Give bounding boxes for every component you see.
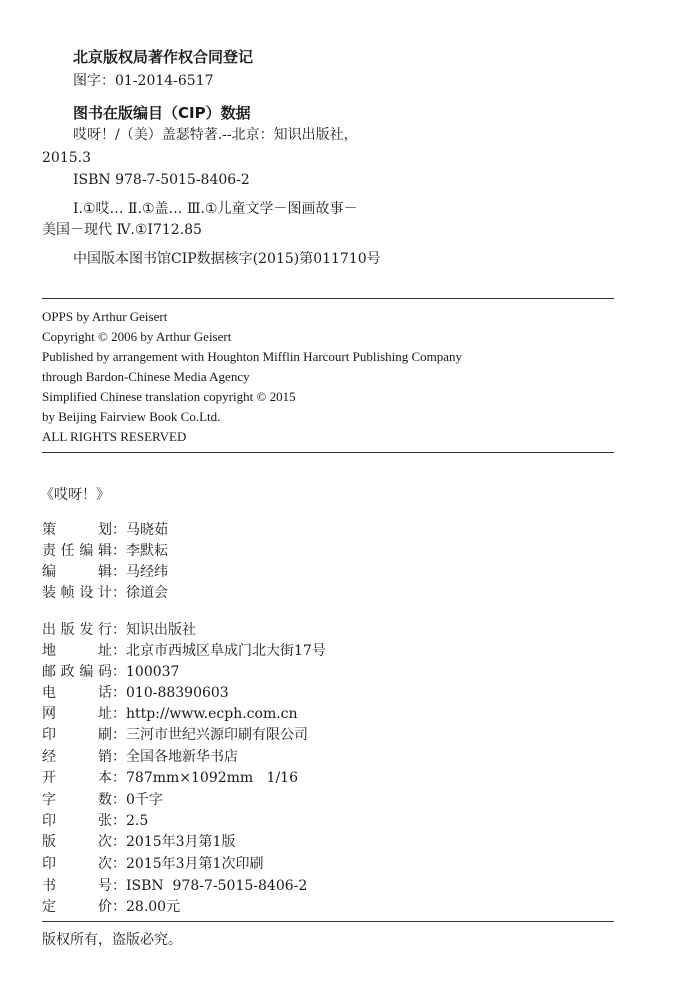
pub-value: 787mm×1092mm 1/16 bbox=[126, 770, 298, 786]
cip-classification-1: Ⅰ.①哎… Ⅱ.①盖… Ⅲ.①儿童文学－图画故事－ bbox=[73, 201, 358, 217]
pub-value: 全国各地新华书店 bbox=[126, 749, 238, 765]
colon: ： bbox=[112, 856, 126, 872]
pub-value: 28.00元 bbox=[126, 899, 181, 915]
copyright-line: by Beijing Fairview Book Co.Ltd. bbox=[42, 409, 221, 424]
pub-value: 北京市西城区阜成门北大街17号 bbox=[126, 643, 326, 659]
credit-value: 马晓茹 bbox=[126, 522, 168, 538]
pub-row bbox=[42, 728, 308, 742]
colon: ： bbox=[112, 664, 126, 680]
pub-label: 定价 bbox=[42, 899, 112, 915]
pub-row bbox=[42, 793, 163, 807]
credit-label: 策划 bbox=[42, 522, 112, 538]
pub-row bbox=[42, 686, 229, 700]
pub-value: 2.5 bbox=[126, 813, 149, 829]
pub-label: 字数 bbox=[42, 792, 112, 808]
colon: ： bbox=[112, 878, 126, 894]
copyright-line: through Bardon-Chinese Media Agency bbox=[42, 369, 250, 384]
colon: ： bbox=[112, 813, 126, 829]
pub-row bbox=[42, 644, 326, 658]
copyright-line: ALL RIGHTS RESERVED bbox=[42, 429, 187, 444]
pub-row bbox=[42, 771, 298, 785]
pub-label: 书号 bbox=[42, 878, 112, 894]
copyright-line: Published by arrangement with Houghton Mifflin Harcourt Publishing Company bbox=[42, 349, 463, 364]
credit-value: 李默耘 bbox=[126, 543, 168, 559]
colon: ： bbox=[112, 622, 126, 638]
cip-isbn: ISBN 978-7-5015-8406-2 bbox=[73, 172, 250, 188]
registration-title: 北京版权局著作权合同登记 bbox=[73, 48, 254, 66]
pub-row bbox=[42, 879, 307, 893]
divider-top bbox=[42, 298, 614, 299]
pub-row bbox=[42, 623, 196, 637]
colon: ： bbox=[112, 792, 126, 808]
divider-middle bbox=[42, 452, 614, 453]
pub-row bbox=[42, 707, 298, 721]
credit-value: 徐道会 bbox=[126, 585, 168, 601]
credit-row bbox=[42, 586, 168, 600]
credit-value: 马经纬 bbox=[126, 564, 168, 580]
book-title: 《哎呀！》 bbox=[40, 487, 110, 503]
colon: ： bbox=[112, 564, 126, 580]
pub-label: 经销 bbox=[42, 749, 112, 765]
colon: ： bbox=[112, 585, 126, 601]
colon: ： bbox=[112, 727, 126, 743]
pub-label: 印次 bbox=[42, 856, 112, 872]
colon: ： bbox=[112, 643, 126, 659]
pub-row bbox=[42, 814, 148, 828]
pub-row bbox=[42, 835, 235, 849]
credit-row bbox=[42, 523, 168, 537]
pub-value: 010-88390603 bbox=[126, 685, 229, 701]
cip-record-number: 中国版本图书馆CIP数据核字(2015)第011710号 bbox=[73, 251, 381, 267]
colon: ： bbox=[112, 770, 126, 786]
copyright-line: Simplified Chinese translation copyright © 2015 bbox=[42, 389, 296, 404]
pub-value: 2015年3月第1版 bbox=[126, 834, 236, 850]
pub-row bbox=[42, 900, 180, 914]
colon: ： bbox=[112, 749, 126, 765]
pub-label: 版次 bbox=[42, 834, 112, 850]
pub-label: 开本 bbox=[42, 770, 112, 786]
copyright-line: Copyright © 2006 by Arthur Geisert bbox=[42, 329, 232, 344]
pub-row bbox=[42, 750, 238, 764]
colon: ： bbox=[112, 543, 126, 559]
pub-value: 100037 bbox=[126, 664, 180, 680]
registration-number: 图字：01-2014-6517 bbox=[73, 73, 214, 89]
pub-value: ISBN 978-7-5015-8406-2 bbox=[126, 878, 308, 894]
credit-row bbox=[42, 544, 168, 558]
pub-label: 出版发行 bbox=[42, 622, 112, 638]
pub-value: 知识出版社 bbox=[126, 622, 196, 638]
cip-line-2: 2015.3 bbox=[42, 150, 91, 166]
pub-label: 电话 bbox=[42, 685, 112, 701]
pub-row bbox=[42, 665, 179, 679]
credit-row bbox=[42, 565, 168, 579]
cip-heading: 图书在版编目（CIP）数据 bbox=[73, 104, 251, 122]
copyright-line: OPPS by Arthur Geisert bbox=[42, 309, 168, 324]
rights-notice: 版权所有，盗版必究。 bbox=[42, 932, 182, 948]
divider-bottom bbox=[42, 921, 614, 922]
pub-value: 三河市世纪兴源印刷有限公司 bbox=[126, 727, 308, 743]
pub-value: 0千字 bbox=[126, 792, 163, 808]
cip-line-1: 哎呀！/（美）盖瑟特著.--北京：知识出版社， bbox=[73, 127, 358, 143]
pub-label: 印张 bbox=[42, 813, 112, 829]
colon: ： bbox=[112, 685, 126, 701]
pub-label: 地址 bbox=[42, 643, 112, 659]
colon: ： bbox=[112, 899, 126, 915]
colon: ： bbox=[112, 522, 126, 538]
credit-label: 装帧设计 bbox=[42, 585, 112, 601]
pub-value: 2015年3月第1次印刷 bbox=[126, 856, 264, 872]
credit-label: 编辑 bbox=[42, 564, 112, 580]
colon: ： bbox=[112, 834, 126, 850]
pub-label: 邮政编码 bbox=[42, 664, 112, 680]
pub-label: 网址 bbox=[42, 706, 112, 722]
credit-label: 责任编辑 bbox=[42, 543, 112, 559]
pub-label: 印刷 bbox=[42, 727, 112, 743]
website-link[interactable]: http://www.ecph.com.cn bbox=[126, 706, 298, 722]
cip-classification-2: 美国－现代 Ⅳ.①I712.85 bbox=[42, 222, 202, 238]
colon: ： bbox=[112, 706, 126, 722]
pub-row bbox=[42, 857, 263, 871]
